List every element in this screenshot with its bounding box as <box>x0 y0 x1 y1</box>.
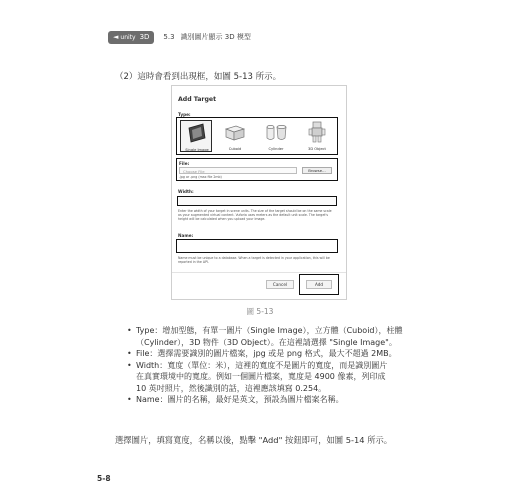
file-label: File: <box>179 161 190 166</box>
bullet-text: Width：寬度（單位：米），這裡的寬度不是圖片的寬度，而是識別圖片 <box>136 360 388 370</box>
type-label: Type: <box>178 112 191 117</box>
add-button[interactable]: Add <box>306 280 332 289</box>
bullet-item-file <box>127 348 417 360</box>
cancel-button[interactable]: Cancel <box>266 280 294 289</box>
name-hint: Name must be unique to a database. When a target is detected in your application, this will be reported in the API. <box>178 256 330 265</box>
bullet-dot: • <box>127 349 132 358</box>
width-input[interactable] <box>177 196 337 206</box>
unity-logo-icon: ◄ <box>113 33 119 41</box>
file-input[interactable] <box>179 167 297 174</box>
type-option-label: Cylinder <box>268 147 284 151</box>
bullet-item-width-cont <box>127 371 417 383</box>
cuboid-icon <box>224 121 246 143</box>
bullet-text: Type：增加型態，有單一圖片（Single Image），立方體（Cuboid），柱體 <box>136 326 403 335</box>
type-option-single-image[interactable] <box>180 120 212 152</box>
type-option-cylinder[interactable] <box>260 120 292 152</box>
file-hint: .jpg or .png (max file 2mb) <box>179 175 222 179</box>
bullet-item-name <box>127 394 417 406</box>
section-number: 5.3 <box>163 33 175 41</box>
closing-paragraph: 選擇圖片，填寫寬度，名稱以後，點擊 "Add" 按鈕即可，如圖 5-14 所示。 <box>115 435 393 445</box>
type-selector <box>176 117 338 155</box>
figure-caption: 圖 5-13 <box>246 307 274 316</box>
badge-3d: 3D <box>139 33 150 41</box>
name-input[interactable] <box>176 239 338 253</box>
bullet-list <box>127 325 417 406</box>
name-label: Name: <box>178 233 194 238</box>
page-number: 5-8 <box>97 474 111 483</box>
3d-object-icon <box>306 121 328 143</box>
bullet-text: （Cylinder），3D 物件（3D Object）。在這裡請選擇 "Single Image"。 <box>136 337 397 347</box>
browse-button[interactable]: Browse... <box>302 167 332 174</box>
dialog-title: Add Target <box>178 96 217 103</box>
type-option-label: Cuboid <box>228 147 242 151</box>
width-label: Width: <box>178 189 194 194</box>
bullet-text: 在真實環境中的寬度。例如一個圖片檔案，寬度是 4900 像素，列印成 <box>136 372 386 381</box>
type-option-label: Single Image <box>185 148 209 152</box>
running-header <box>108 29 251 45</box>
width-hint: Enter the width of your target in scene units. The size of the target should be on the same scale as your augmented virtual content. Vuforia uses meters as the default unit scale. The target's height will be calculated when you upload your image. <box>178 209 332 222</box>
file-section <box>176 158 338 181</box>
bullet-dot: • <box>127 360 132 370</box>
cylinder-icon <box>265 121 287 143</box>
bullet-item-type <box>127 325 417 337</box>
bullet-item-type-cont <box>127 337 417 349</box>
unity-badge <box>108 31 154 44</box>
type-option-label: 3D Object <box>308 147 326 151</box>
footer-divider <box>172 272 346 273</box>
section-title: 識別圖片顯示 3D 模型 <box>180 33 251 41</box>
add-target-dialog <box>171 85 347 300</box>
unity-logo-text: unity <box>120 33 136 41</box>
type-option-3d-object[interactable] <box>301 120 333 152</box>
bullet-dot: • <box>127 326 132 335</box>
type-option-cuboid[interactable] <box>219 120 251 152</box>
bullet-item-width-cont2 <box>127 383 417 395</box>
intro-paragraph: （2）這時會看到出現框，如圖 5-13 所示。 <box>115 72 282 82</box>
bullet-item-width <box>127 360 417 372</box>
bullet-text: Name：圖片的名稱，最好是英文，預設為圖片檔案名稱。 <box>136 395 344 404</box>
bullet-dot: • <box>127 395 132 404</box>
add-button-highlight <box>299 274 339 295</box>
file-input-placeholder: Choose File <box>183 169 205 174</box>
single-image-icon <box>186 122 208 144</box>
bullet-text: File：選擇需要識別的圖片檔案，jpg 或是 png 格式，最大不超過 2MB。 <box>136 349 397 358</box>
bullet-text: 10 英吋照片，然後識別的話，這裡應該填寫 0.254。 <box>136 383 327 393</box>
